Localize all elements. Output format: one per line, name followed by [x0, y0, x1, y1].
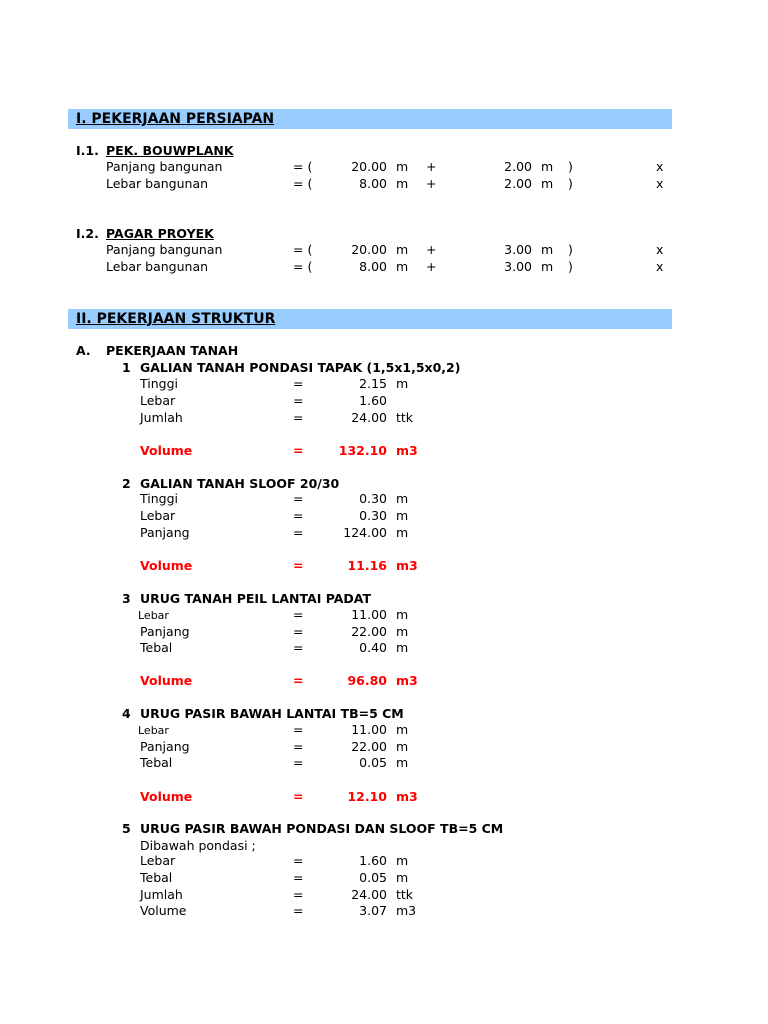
- value-1: 8.00: [359, 176, 387, 191]
- item-number: 2: [122, 476, 131, 491]
- row-value: 1.60: [359, 853, 387, 868]
- equals-sign: =: [293, 640, 304, 655]
- unit-2: m: [541, 176, 554, 191]
- row-unit: m: [396, 376, 409, 391]
- equals-paren: = (: [293, 159, 313, 174]
- volume-label: Volume: [140, 673, 193, 688]
- row-unit: ttk: [396, 887, 414, 902]
- row-label: Lebar: [140, 853, 176, 868]
- row-unit: ttk: [396, 410, 414, 425]
- multiply-sign: x: [656, 259, 664, 274]
- equals-paren: = (: [293, 176, 313, 191]
- row-unit: m: [396, 525, 409, 540]
- equals-paren: = (: [293, 259, 313, 274]
- row-unit: m: [396, 640, 409, 655]
- value-2: 3.00: [504, 242, 532, 257]
- sub-section-letter: A.: [76, 343, 91, 358]
- equals-sign: =: [293, 903, 304, 918]
- volume-value: 11.16: [347, 558, 387, 573]
- row-unit: m: [396, 508, 409, 523]
- multiply-sign: x: [656, 159, 664, 174]
- row-unit: m: [396, 739, 409, 754]
- row-value: 11.00: [351, 722, 387, 737]
- value-1: 20.00: [351, 242, 387, 257]
- close-paren: ): [568, 159, 573, 174]
- unit-1: m: [396, 176, 409, 191]
- row-value: 0.30: [359, 491, 387, 506]
- item-title: GALIAN TANAH SLOOF 20/30: [140, 476, 340, 491]
- row-value: 24.00: [351, 410, 387, 425]
- sub-section-title: PEKERJAAN TANAH: [106, 343, 239, 358]
- volume-value: 12.10: [347, 789, 387, 804]
- row-value: 124.00: [343, 525, 387, 540]
- equals-sign: =: [293, 870, 304, 885]
- row-unit: m3: [396, 903, 417, 918]
- row-label: Panjang bangunan: [106, 159, 223, 174]
- close-paren: ): [568, 242, 573, 257]
- row-label: Lebar: [138, 609, 169, 622]
- row-value: 2.15: [359, 376, 387, 391]
- item-title: PEK. BOUWPLANK: [106, 143, 234, 158]
- row-label: Tebal: [140, 870, 173, 885]
- row-value: 24.00: [351, 887, 387, 902]
- item-number: 3: [122, 591, 131, 606]
- equals-sign: =: [293, 491, 304, 506]
- row-value: 0.40: [359, 640, 387, 655]
- row-label: Lebar bangunan: [106, 259, 209, 274]
- item-number: I.2.: [76, 226, 99, 241]
- plus-operator: +: [426, 176, 437, 191]
- equals-sign: =: [293, 508, 304, 523]
- row-label: Tebal: [140, 755, 173, 770]
- section-header-struktur: [68, 309, 672, 329]
- volume-unit: m3: [396, 558, 418, 573]
- row-value: 11.00: [351, 607, 387, 622]
- volume-equals: =: [293, 558, 304, 573]
- volume-label: Volume: [140, 443, 193, 458]
- row-label: Tebal: [140, 640, 173, 655]
- value-2: 3.00: [504, 259, 532, 274]
- row-value: 22.00: [351, 624, 387, 639]
- value-1: 20.00: [351, 159, 387, 174]
- row-unit: m: [396, 853, 409, 868]
- row-value: 1.60: [359, 393, 387, 408]
- volume-equals: =: [293, 673, 304, 688]
- equals-sign: =: [293, 376, 304, 391]
- equals-sign: =: [293, 607, 304, 622]
- unit-1: m: [396, 159, 409, 174]
- row-value: 22.00: [351, 739, 387, 754]
- row-label: Tinggi: [140, 376, 178, 391]
- row-label: Lebar bangunan: [106, 176, 209, 191]
- row-label: Volume: [140, 903, 187, 918]
- unit-1: m: [396, 259, 409, 274]
- unit-2: m: [541, 242, 554, 257]
- row-unit: m: [396, 722, 409, 737]
- unit-2: m: [541, 159, 554, 174]
- row-label: Panjang: [140, 525, 190, 540]
- value-2: 2.00: [504, 176, 532, 191]
- row-label: Panjang bangunan: [106, 242, 223, 257]
- volume-unit: m3: [396, 789, 418, 804]
- equals-sign: =: [293, 739, 304, 754]
- plus-operator: +: [426, 259, 437, 274]
- unit-1: m: [396, 242, 409, 257]
- row-label: Tinggi: [140, 491, 178, 506]
- item-title: GALIAN TANAH PONDASI TAPAK (1,5x1,5x0,2): [140, 360, 461, 375]
- equals-paren: = (: [293, 242, 313, 257]
- close-paren: ): [568, 176, 573, 191]
- volume-value: 96.80: [347, 673, 387, 688]
- value-1: 8.00: [359, 259, 387, 274]
- row-label: Panjang: [140, 739, 190, 754]
- row-label: Jumlah: [140, 410, 183, 425]
- multiply-sign: x: [656, 242, 664, 257]
- row-label: Panjang: [140, 624, 190, 639]
- row-unit: m: [396, 491, 409, 506]
- equals-sign: =: [293, 410, 304, 425]
- item-number: 5: [122, 821, 131, 836]
- row-label: Lebar: [138, 724, 169, 737]
- equals-sign: =: [293, 393, 304, 408]
- value-2: 2.00: [504, 159, 532, 174]
- equals-sign: =: [293, 853, 304, 868]
- row-unit: m: [396, 607, 409, 622]
- volume-unit: m3: [396, 673, 418, 688]
- section-header-persiapan: [68, 109, 672, 129]
- section-title: II. PEKERJAAN STRUKTUR: [76, 311, 276, 327]
- volume-unit: m3: [396, 443, 418, 458]
- row-value: 0.30: [359, 508, 387, 523]
- item-number: 4: [122, 706, 131, 721]
- volume-equals: =: [293, 443, 304, 458]
- volume-label: Volume: [140, 558, 193, 573]
- plus-operator: +: [426, 242, 437, 257]
- row-label: Jumlah: [140, 887, 183, 902]
- row-label: Lebar: [140, 393, 176, 408]
- item-number: I.1.: [76, 143, 99, 158]
- multiply-sign: x: [656, 176, 664, 191]
- row-value: 3.07: [359, 903, 387, 918]
- unit-2: m: [541, 259, 554, 274]
- item-title: URUG TANAH PEIL LANTAI PADAT: [140, 591, 372, 606]
- row-unit: m: [396, 755, 409, 770]
- item-number: 1: [122, 360, 131, 375]
- equals-sign: =: [293, 887, 304, 902]
- volume-equals: =: [293, 789, 304, 804]
- close-paren: ): [568, 259, 573, 274]
- row-value: 0.05: [359, 755, 387, 770]
- volume-label: Volume: [140, 789, 193, 804]
- item-title: URUG PASIR BAWAH PONDASI DAN SLOOF TB=5 CM: [140, 821, 504, 836]
- equals-sign: =: [293, 722, 304, 737]
- equals-sign: =: [293, 755, 304, 770]
- item-title: URUG PASIR BAWAH LANTAI TB=5 CM: [140, 706, 404, 721]
- volume-value: 132.10: [338, 443, 387, 458]
- item-note: Dibawah pondasi ;: [140, 838, 256, 853]
- plus-operator: +: [426, 159, 437, 174]
- row-unit: m: [396, 870, 409, 885]
- row-value: 0.05: [359, 870, 387, 885]
- equals-sign: =: [293, 624, 304, 639]
- row-unit: m: [396, 624, 409, 639]
- item-title: PAGAR PROYEK: [106, 226, 214, 241]
- row-label: Lebar: [140, 508, 176, 523]
- section-title: I. PEKERJAAN PERSIAPAN: [76, 111, 275, 127]
- equals-sign: =: [293, 525, 304, 540]
